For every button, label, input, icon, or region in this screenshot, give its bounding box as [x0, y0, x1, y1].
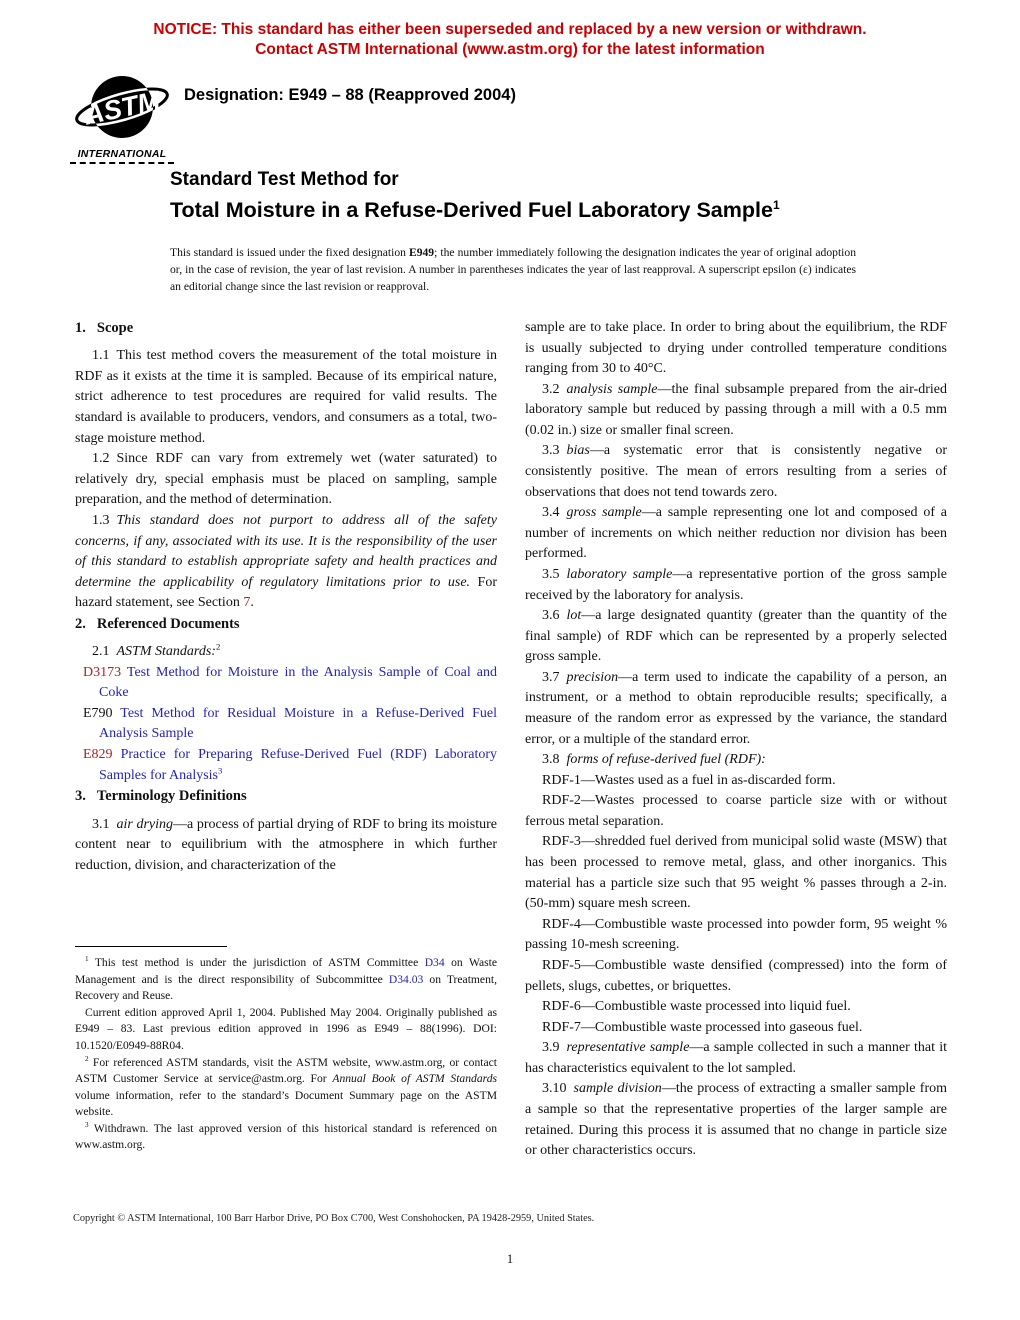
para-3-8: 3.8 forms of refuse-derived fuel (RDF):	[542, 752, 766, 768]
ref-item-d3173	[75, 663, 497, 704]
footnote-ref-2: 2	[215, 641, 221, 652]
ref-item-e790	[75, 704, 497, 745]
astm-logo	[70, 70, 174, 164]
subcommittee-d34-03-link[interactable]: D34.03	[388, 972, 424, 986]
copyright-text: Copyright © ASTM International, 100 Barr Harbor Drive, PO Box C700, West Conshohocken, PA 19428-2959, United States.	[73, 1213, 595, 1224]
page-number: 1	[506, 1252, 514, 1266]
ref-title-d3173-link[interactable]: Test Method for Moisture in the Analysis Sample of Coal and Coke	[99, 664, 497, 701]
column-left	[75, 318, 497, 1154]
two-column-body	[75, 318, 947, 1162]
astm-globe-icon	[72, 70, 172, 146]
notice-line-2: Contact ASTM International (www.astm.org) for the latest information	[255, 41, 765, 59]
ref-code-e829-link[interactable]: E829	[83, 747, 113, 763]
committee-d34-link[interactable]: D34	[424, 956, 445, 970]
svg-text:ASTM: ASTM	[81, 85, 163, 131]
para-3-6: 3.6 lot—a large designated quantity (greater than the quantity of the final sample) of RDF which can be represented by a properly selected gross sample.	[525, 608, 947, 665]
para-1-3: 1.3 This standard does not purport to address all of the safety concerns, if any, associated with its use. It is the responsibility of the user of this standard to establish appropriate safety and health practices and determine the applicability of regulatory limitations prior to use. For hazard statement, see Section 7.	[75, 512, 497, 611]
column-right	[525, 318, 947, 1162]
ref-code-e790: E790	[83, 705, 113, 721]
footnote-rule	[75, 946, 227, 947]
intro-paragraph: This standard is issued under the fixed designation E949; the number immediately following the designation indicates the year of original adoption or, in the case of revision, the year of last revision. A number in parentheses indicates the year of last reapproval. A superscript epsilon (ε) indicates an editorial change since the last revision or reapproval.	[170, 246, 856, 294]
section-1-heading: 1. Scope	[75, 320, 134, 336]
ref-item-e829	[75, 745, 497, 786]
document-title	[170, 168, 780, 224]
para-1-2: 1.2 Since RDF can vary from extremely wet (water saturated) to relatively dry, special emphasis must be placed on sampling, sample preparation, and the method of determination.	[75, 451, 497, 508]
para-3-3: 3.3 bias—a systematic error that is consistently negative or consistently positive. The mean of errors resulting from a series of observations that does not tend towards zero.	[525, 443, 947, 500]
footnote-block	[75, 932, 497, 1154]
para-3-5: 3.5 laboratory sample—a representative portion of the gross sample received by the laboratory for analysis.	[525, 566, 947, 603]
rdf-7-item: RDF-7—Combustible waste processed into gaseous fuel.	[542, 1019, 863, 1035]
para-3-9: 3.9 representative sample—a sample collected in such a manner that it has characteristics equivalent to the lot sampled.	[525, 1040, 947, 1076]
section-3-heading: 3. Terminology Definitions	[75, 788, 247, 805]
para-3-1: 3.1 air drying—a process of partial drying of RDF to bring its moisture content near to equilibrium with the atmosphere in which further reduction, division, and characterization of the	[75, 816, 497, 873]
ref-title-e790-link[interactable]: Test Method for Residual Moisture in a Refuse-Derived Fuel Analysis Sample	[99, 705, 497, 742]
para-3-10: 3.10 sample division—the process of extracting a smaller sample from a sample so that the representative properties of the larger sample are retained. During this process it is assumed that no change in particle size or other characteristics occurs.	[525, 1081, 948, 1159]
ref-code-d3173-link[interactable]: D3173	[83, 664, 122, 680]
rdf-3-item: RDF-3—shredded fuel derived from municipal solid waste (MSW) that has been processed to remove metal, glass, and other inorganics. This material has a particle size such that 95 weight % passes through a 2-in. (50-mm) square mesh screen.	[525, 834, 947, 912]
intro-designation-code: E949	[408, 246, 435, 259]
footnote-3: $^3$ Withdrawn. The last approved version of this historical standard is referenced on www.astm.org.	[75, 1120, 497, 1152]
para-2-1: 2.1 ASTM Standards:$^2$	[92, 641, 221, 660]
footnote-ref-3: 3	[218, 764, 223, 775]
title-line-1: Standard Test Method for	[170, 169, 399, 190]
rdf-1-item: RDF-1—Wastes used as a fuel in as-discarded form.	[542, 772, 836, 788]
rdf-2-item: RDF-2—Wastes processed to coarse particle size with or without ferrous metal separation.	[525, 793, 947, 829]
rdf-5-item: RDF-5—Combustible waste densified (compressed) into the form of pellets, slugs, cubettes, or briquettes.	[525, 957, 947, 994]
section-2-heading: 2. Referenced Documents	[75, 615, 240, 632]
title-line-2: Total Moisture in a Refuse-Derived Fuel Laboratory Sample$^1$	[170, 197, 780, 222]
ref-title-e829-link[interactable]: Practice for Preparing Refuse-Derived Fuel (RDF) Laboratory Samples for Analysis	[99, 747, 497, 783]
title-footnote-ref: 1	[772, 197, 780, 212]
logo-international-label: INTERNATIONAL	[70, 148, 174, 164]
designation-text: Designation: E949 – 88 (Reapproved 2004)	[184, 86, 516, 104]
para-3-2: 3.2 analysis sample—the final subsample prepared from the air-dried laboratory sample but reduced by passing through a mill with a 0.5 mm (0.02 in.) size or smaller final screen.	[525, 381, 947, 438]
footnote-1: $^1$ This test method is under the jurisdiction of ASTM Committee D34 on Waste Management and is the direct responsibility of Subcommittee D34.03 on Treatment, Recovery and Reuse.	[75, 955, 497, 1003]
notice-line-1: NOTICE: This standard has either been superseded and replaced by a new version or withdrawn.	[153, 21, 867, 38]
para-3-1-continuation: sample are to take place. In order to bring about the equilibrium, the RDF is usually subjected to drying under controlled temperature conditions ranging from 30 to 40°C.	[525, 320, 947, 377]
para-3-7: 3.7 precision—a term used to indicate the capability of a person, an instrument, or a method to obtain reproducible results; specifically, a measure of the random error as expressed by the variance, the standard error, or a multiple of the standard error.	[525, 669, 947, 747]
footnote-2: $^2$ For referenced ASTM standards, visit the ASTM website, www.astm.org, or contact ASTM Customer Service at service@astm.org. For Annual Book of ASTM Standards volume information, refer to the standard’s Document Summary page on the ASTM website.	[75, 1054, 498, 1119]
footnote-1-edition: Current edition approved April 1, 2004. Published May 2004. Originally published as E949 – 83. Last previous edition approved in 1996 as E949 – 88(1996). DOI: 10.1520/E0949-88R04.	[75, 1005, 497, 1052]
para-1-1: 1.1 This test method covers the measurement of the total moisture in RDF as it exists at the time it is sampled. Because of its empirical nature, strict adherence to test procedures are required for valid results. The standard is available to producers, vendors, and consumers as a total, two-stage moisture method.	[75, 348, 497, 446]
superseded-notice	[60, 20, 960, 60]
section-7-link[interactable]: 7	[243, 595, 251, 611]
rdf-6-item: RDF-6—Combustible waste processed into liquid fuel.	[542, 999, 851, 1015]
rdf-4-item: RDF-4—Combustible waste processed into powder form, 95 weight % passing 10-mesh screening.	[525, 916, 947, 953]
para-3-4: 3.4 gross sample—a sample representing one lot and composed of a number of increments on which neither reduction nor division has been performed.	[525, 505, 947, 562]
